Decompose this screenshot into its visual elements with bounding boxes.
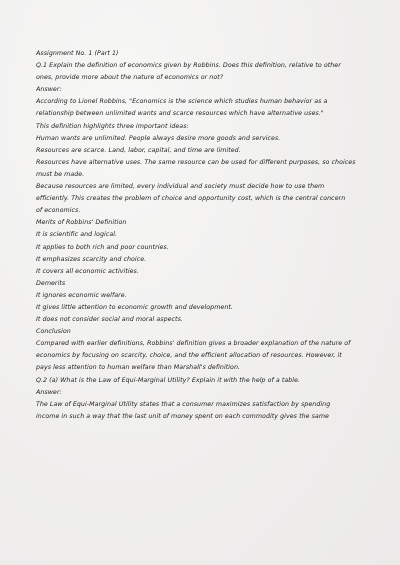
text-line: economics by focusing on scarcity, choice, and the efficient allocation of resources. However, it [36, 352, 342, 360]
list-item: It ignores economic welfare. [36, 291, 127, 299]
assignment-title: Assignment No. 1 (Part 1) [36, 50, 119, 57]
text-line: Resources are scarce. Land, labor, capital, and time are limited. [36, 146, 241, 154]
demerits-heading: Demerits [36, 279, 66, 287]
text-line: Resources have alternative uses. The same resource can be used for different purposes, so choices [36, 158, 356, 166]
list-item: It gives little attention to economic growth and development. [36, 303, 233, 311]
conclusion-heading: Conclusion [36, 328, 71, 336]
question-1-line-2: ones, provide more about the nature of economics or not? [36, 74, 224, 82]
text-line: relationship between unlimited wants and scarce resources which have alternative uses." [36, 110, 324, 118]
list-item: It is scientific and logical. [36, 231, 118, 239]
text-line: This definition highlights three important ideas: [36, 122, 189, 130]
text-line: Compared with earlier definitions, Robbins' definition gives a broader explanation of the nature of [36, 340, 351, 348]
text-line: of economics. [36, 207, 81, 215]
list-item: It applies to both rich and poor countries. [36, 243, 169, 251]
text-line: The Law of Equi-Marginal Utility states that a consumer maximizes satisfaction by spending [36, 400, 331, 408]
text-line: According to Lionel Robbins, "Economics is the science which studies human behavior as a [36, 98, 328, 106]
question-1-line-1: Q.1 Explain the definition of economics given by Robbins. Does this definition, relative to other [36, 62, 341, 70]
text-line: must be made. [36, 170, 85, 178]
list-item: It does not consider social and moral aspects. [36, 316, 183, 324]
answer-label-1: Answer: [36, 86, 62, 94]
list-item: It emphasizes scarcity and choice. [36, 255, 147, 263]
text-line: Because resources are limited, every individual and society must decide how to use them [36, 183, 325, 191]
text-line: Human wants are unlimited. People always desire more goods and services. [36, 134, 281, 142]
text-line: pays less attention to human welfare than Marshall's definition. [36, 364, 241, 372]
merits-heading: Merits of Robbins' Definition [36, 219, 127, 227]
text-line: efficiently. This creates the problem of choice and opportunity cost, which is the central concern [36, 195, 346, 203]
answer-label-2: Answer: [36, 388, 62, 396]
question-2-line: Q.2 (a) What is the Law of Equi-Marginal Utility? Explain it with the help of a table. [36, 376, 301, 384]
list-item: It covers all economic activities. [36, 267, 139, 275]
text-line: income in such a way that the last unit of money spent on each commodity gives the same [36, 412, 329, 420]
